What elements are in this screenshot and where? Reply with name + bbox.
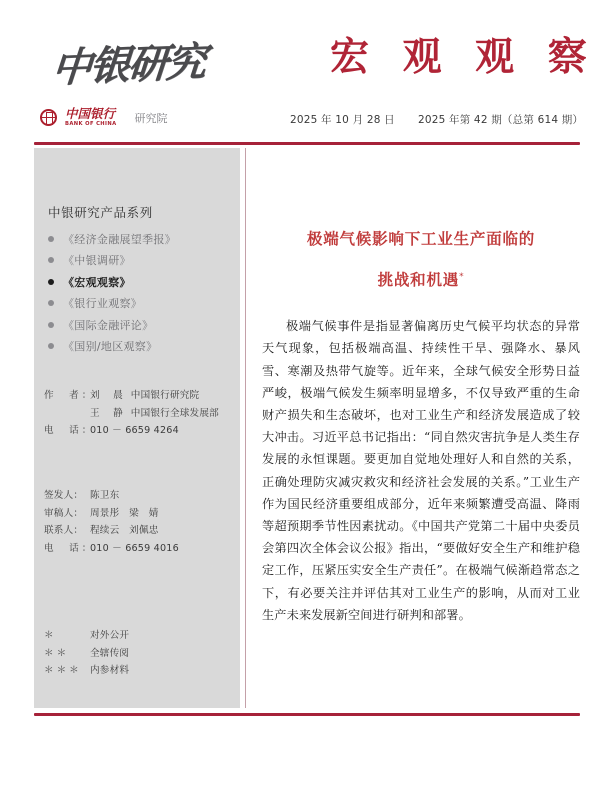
reviewer-row	[44, 505, 244, 523]
article-title-footnote-mark: *	[459, 272, 465, 282]
bullet-icon	[48, 279, 54, 285]
sidebar-item-economic-outlook[interactable]	[48, 228, 233, 250]
issuer-row	[44, 487, 244, 505]
legend-label: 内参材料	[90, 665, 130, 676]
author-row	[44, 387, 244, 405]
institute-label: 研究院	[134, 112, 168, 126]
boc-seal-icon	[40, 109, 57, 126]
publication-date: 2025 年 10 月 28 日	[290, 114, 395, 126]
product-series-list	[48, 228, 233, 357]
article-title-line-1: 极端气候影响下工业生产面临的	[306, 230, 536, 248]
sidebar-item-intl-finance-review[interactable]	[48, 314, 233, 336]
reviewer-label: 审稿人：	[44, 507, 84, 519]
sidebar-item-country-region-observation[interactable]	[48, 336, 233, 358]
bank-of-china-logo	[40, 108, 168, 127]
legend-row	[44, 662, 244, 680]
legend-stars: ＊＊	[44, 647, 70, 659]
phone-number: 010 － 6659 4264	[90, 425, 179, 436]
sidebar-item-label: 《国际金融评论》	[63, 318, 154, 332]
legend-stars: ＊＊＊	[44, 665, 82, 676]
author-label-spacer	[44, 405, 90, 423]
bullet-icon	[48, 343, 54, 349]
brand-calligraphy-logo: 中银研究	[49, 38, 207, 92]
boc-name-en: BANK OF CHINA	[65, 121, 117, 127]
editorial-info-block	[44, 487, 244, 557]
footer-divider-rule	[34, 713, 580, 716]
contact-row	[44, 522, 244, 540]
article-title-line-2	[262, 258, 580, 299]
boc-name-cn: 中国银行	[65, 106, 116, 121]
issue-number: 2025 年第 42 期（总第 614 期）	[417, 114, 584, 126]
legend-row	[44, 645, 244, 663]
legend-label: 全辖传阅	[90, 647, 130, 659]
sidebar-item-label: 《经济金融展望季报》	[63, 232, 176, 246]
article-title	[262, 220, 580, 299]
legend-row	[44, 627, 244, 645]
page-header	[0, 0, 612, 140]
legend-label: 对外公开	[90, 630, 130, 641]
contact-names: 程续云 刘佩忠	[90, 525, 159, 536]
legend-stars: ＊	[44, 630, 57, 641]
article-title-text-2: 挑战和机遇	[377, 271, 460, 290]
sidebar-item-banking-observation[interactable]	[48, 293, 233, 315]
author-info-block	[44, 387, 244, 440]
editor-phone-row	[44, 540, 244, 558]
author-name: 刘 晨	[90, 390, 125, 401]
author-org: 中国银行研究院	[130, 390, 200, 401]
article-content	[262, 148, 580, 708]
sidebar-title: 中银研究产品系列	[48, 205, 153, 220]
author-name: 王 静	[90, 407, 125, 419]
header-divider-rule	[34, 142, 580, 145]
contact-label: 联系人：	[44, 525, 84, 536]
author-org: 中国银行全球发展部	[130, 407, 219, 419]
sidebar-item-label: 《银行业观察》	[63, 297, 143, 311]
issuer-label: 签发人：	[44, 490, 84, 501]
author-row	[44, 405, 244, 423]
phone-label: 电 话：	[44, 542, 95, 554]
vertical-divider	[245, 148, 246, 708]
sidebar-item-label: 《中银调研》	[63, 254, 131, 268]
phone-label: 电 话：	[44, 425, 95, 436]
sidebar-item-macro-observation[interactable]	[48, 271, 233, 293]
sidebar-item-label: 《国别/地区观察》	[63, 340, 158, 354]
masthead-title: 宏 观 观 察	[330, 34, 597, 80]
bullet-icon	[48, 322, 54, 328]
bullet-icon	[48, 257, 54, 263]
bullet-icon	[48, 300, 54, 306]
boc-wordmark	[65, 108, 117, 127]
article-body-paragraph: 极端气候事件是指显著偏离历史气候平均状态的异常天气现象，包括极端高温、持续性干旱、强降水、暴风雪、寒潮及热带气旋等。近年来，全球气候安全形势日益严峻，极端气候发生频率明显增多，不仅导致严重的生命财产损失和生态破坏，也对工业生产和经济发展造成了较大冲击。习近平总书记指出：“同自然灾害抗争是人类生存发展的永恒课题。要更加自觉地处理好人和自然的关系，正确处理防灾减灾救灾和经济社会发展的关系。”工业生产作为国民经济重要组成部分，近年来频繁遭受高温、降雨等超预期季节性因素扰动。《中国共产党第二十届中央委员会第四次全体会议公报》指出，“要做好安全生产和维护稳定工作，压紧压实安全生产责任”。在极端气候渐趋常态之下，有必要关注并评估其对工业生产的影响，从而对工业生产未来发展新空间进行研判和部署。	[262, 319, 580, 622]
issue-line	[290, 112, 600, 127]
sidebar-item-label: 《宏观观察》	[63, 275, 131, 289]
bullet-icon	[48, 236, 54, 242]
phone-number: 010 － 6659 4016	[90, 542, 179, 554]
author-phone-row	[44, 422, 244, 440]
sidebar-item-boc-research[interactable]	[48, 250, 233, 272]
issuer-name: 陈卫东	[90, 490, 120, 501]
classification-legend-block	[44, 627, 244, 680]
author-label: 作 者：	[44, 390, 95, 401]
reviewer-names: 周景彤 梁 婧	[90, 507, 159, 519]
